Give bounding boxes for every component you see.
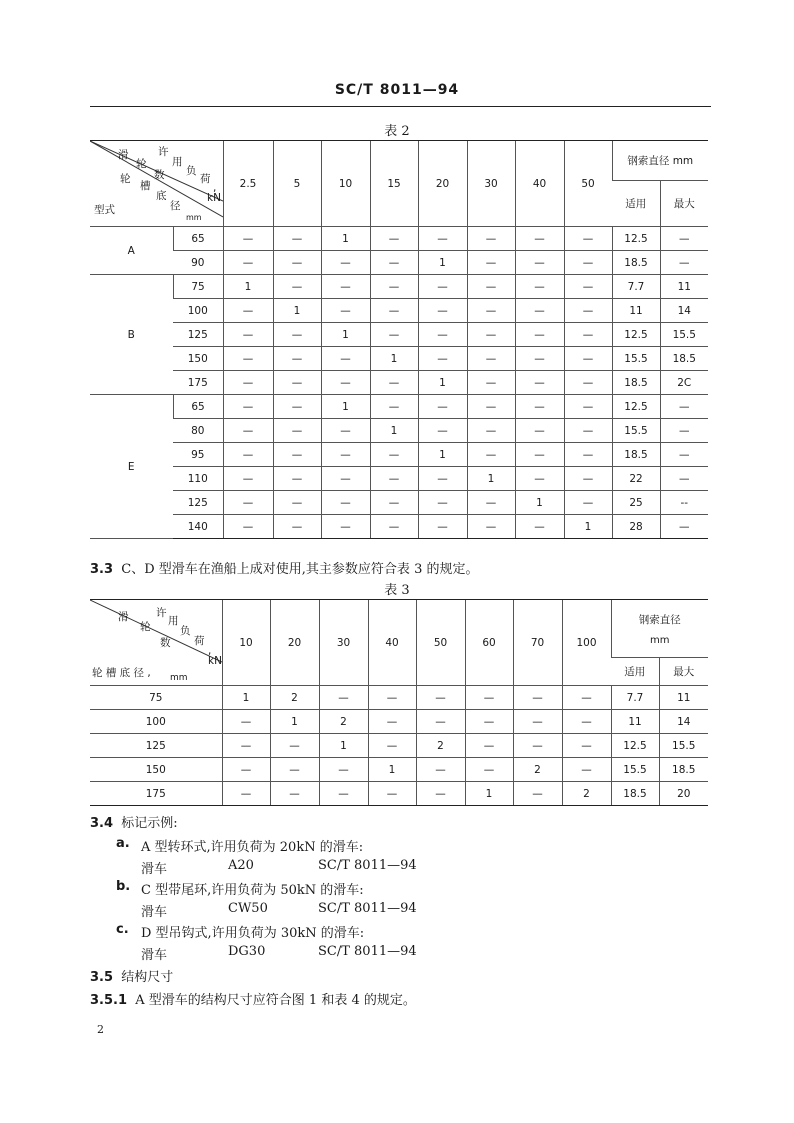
diameter-cell: 95: [173, 443, 223, 467]
count-cell: —: [564, 275, 612, 299]
count-cell: —: [467, 275, 515, 299]
count-cell: —: [319, 758, 368, 782]
count-cell: —: [513, 710, 562, 734]
rope-fit-cell: 12.5: [611, 734, 659, 758]
table-row: [90, 782, 708, 806]
count-cell: —: [562, 734, 611, 758]
count-cell: 1: [321, 227, 370, 251]
count-cell: —: [418, 419, 467, 443]
diameter-cell: 100: [90, 710, 222, 734]
count-cell: —: [515, 467, 564, 491]
count-cell: —: [270, 782, 319, 806]
count-cell: —: [273, 515, 321, 539]
count-cell: —: [416, 710, 465, 734]
type-cell: B: [90, 275, 173, 395]
count-cell: —: [223, 323, 273, 347]
table2-fit-header: 适用: [612, 181, 660, 227]
count-cell: —: [223, 443, 273, 467]
count-cell: —: [223, 491, 273, 515]
diameter-cell: 65: [173, 395, 223, 419]
count-cell: —: [273, 467, 321, 491]
count-cell: —: [418, 347, 467, 371]
count-cell: —: [321, 515, 370, 539]
rope-fit-cell: 22: [612, 467, 660, 491]
count-cell: —: [321, 347, 370, 371]
section-3-3: 3.3 C、D 型滑车在渔船上成对使用,其主参数应符合表 3 的规定。: [90, 562, 479, 577]
type-cell: A: [90, 227, 173, 275]
rope-fit-cell: 15.5: [611, 758, 659, 782]
count-cell: —: [515, 251, 564, 275]
count-cell: —: [416, 782, 465, 806]
count-cell: —: [467, 491, 515, 515]
count-cell: —: [465, 758, 513, 782]
count-cell: 1: [319, 734, 368, 758]
rope-max-cell: 11: [660, 275, 708, 299]
count-cell: —: [418, 299, 467, 323]
count-cell: —: [564, 227, 612, 251]
rope-fit-cell: 11: [612, 299, 660, 323]
rope-fit-cell: 12.5: [612, 323, 660, 347]
count-cell: —: [515, 371, 564, 395]
count-cell: —: [222, 734, 270, 758]
example-b: b. C 型带尾环,许用负荷为 50kN 的滑车:: [116, 879, 364, 898]
count-cell: —: [321, 251, 370, 275]
count-cell: 2: [416, 734, 465, 758]
diameter-cell: 175: [173, 371, 223, 395]
count-cell: —: [564, 371, 612, 395]
count-cell: —: [467, 419, 515, 443]
section-3-5-1: 3.5.1 A 型滑车的结构尺寸应符合图 1 和表 4 的规定。: [90, 993, 416, 1008]
count-cell: —: [564, 467, 612, 491]
count-cell: 2: [513, 758, 562, 782]
count-cell: —: [370, 227, 418, 251]
count-cell: —: [418, 467, 467, 491]
example-a-mark: 滑车 A20 SC/T 8011—94: [141, 858, 417, 877]
count-cell: —: [223, 227, 273, 251]
diameter-cell: 75: [173, 275, 223, 299]
count-cell: —: [564, 323, 612, 347]
type-cell: E: [90, 395, 173, 539]
count-cell: —: [564, 251, 612, 275]
count-cell: —: [467, 347, 515, 371]
count-cell: —: [273, 275, 321, 299]
count-cell: —: [467, 299, 515, 323]
rope-max-cell: --: [660, 491, 708, 515]
page-header: SC/T 8011—94: [334, 82, 460, 98]
rope-fit-cell: 7.7: [611, 686, 659, 710]
count-cell: —: [370, 443, 418, 467]
count-cell: —: [467, 371, 515, 395]
count-cell: 1: [515, 491, 564, 515]
count-cell: —: [467, 395, 515, 419]
table-row: [90, 515, 708, 539]
table3-caption: 表 3: [384, 583, 410, 598]
table-row: [90, 419, 708, 443]
count-cell: —: [515, 443, 564, 467]
example-a: a. A 型转环式,许用负荷为 20kN 的滑车:: [116, 836, 364, 855]
table-row: [90, 758, 708, 782]
table-row: [90, 347, 708, 371]
count-cell: —: [321, 275, 370, 299]
count-cell: —: [370, 275, 418, 299]
diameter-cell: 125: [173, 491, 223, 515]
rope-fit-cell: 12.5: [612, 227, 660, 251]
rope-max-cell: 14: [660, 299, 708, 323]
rope-max-cell: —: [660, 515, 708, 539]
table-row: [90, 251, 708, 275]
count-cell: —: [564, 491, 612, 515]
count-cell: —: [273, 443, 321, 467]
diameter-cell: 140: [173, 515, 223, 539]
count-cell: —: [515, 275, 564, 299]
count-cell: —: [319, 782, 368, 806]
count-cell: 2: [562, 782, 611, 806]
count-cell: —: [418, 491, 467, 515]
table2-caption: 表 2: [384, 124, 410, 139]
diameter-cell: 90: [173, 251, 223, 275]
count-cell: 1: [270, 710, 319, 734]
count-cell: —: [515, 515, 564, 539]
header-rule: [90, 106, 711, 107]
rope-max-cell: 2C: [660, 371, 708, 395]
count-cell: —: [515, 323, 564, 347]
count-cell: —: [368, 710, 416, 734]
diameter-cell: 150: [90, 758, 222, 782]
table-row: [90, 467, 708, 491]
rope-max-cell: —: [660, 443, 708, 467]
example-c-mark: 滑车 DG30 SC/T 8011—94: [141, 944, 417, 963]
count-cell: —: [562, 710, 611, 734]
count-cell: —: [273, 347, 321, 371]
count-cell: —: [515, 347, 564, 371]
table-row: [90, 275, 708, 299]
count-cell: —: [370, 299, 418, 323]
rope-max-cell: 15.5: [659, 734, 708, 758]
count-cell: 1: [418, 251, 467, 275]
count-cell: —: [467, 323, 515, 347]
rope-fit-cell: 18.5: [612, 371, 660, 395]
table3-corner-header: 许 用 负 荷 , kN 滑 轮 数 轮 槽 底 径 , mm: [90, 600, 222, 686]
count-cell: —: [564, 443, 612, 467]
table2-max-header: 最大: [660, 181, 708, 227]
diameter-cell: 75: [90, 686, 222, 710]
count-cell: —: [416, 686, 465, 710]
count-cell: —: [321, 443, 370, 467]
count-cell: —: [562, 758, 611, 782]
rope-fit-cell: 25: [612, 491, 660, 515]
table-row: [90, 734, 708, 758]
table-row: [90, 443, 708, 467]
diameter-cell: 80: [173, 419, 223, 443]
count-cell: —: [564, 419, 612, 443]
table-row: [90, 710, 708, 734]
count-cell: 1: [222, 686, 270, 710]
count-cell: —: [223, 371, 273, 395]
count-cell: —: [418, 275, 467, 299]
count-cell: —: [513, 782, 562, 806]
table-row: [90, 491, 708, 515]
count-cell: 1: [368, 758, 416, 782]
table3-max-header: 最大: [659, 658, 708, 686]
count-cell: 2: [319, 710, 368, 734]
count-cell: —: [418, 227, 467, 251]
rope-fit-cell: 15.5: [612, 347, 660, 371]
count-cell: —: [270, 758, 319, 782]
count-cell: —: [223, 515, 273, 539]
table-row: [90, 686, 708, 710]
count-cell: —: [319, 686, 368, 710]
count-cell: —: [564, 395, 612, 419]
count-cell: —: [223, 251, 273, 275]
diameter-cell: 125: [173, 323, 223, 347]
count-cell: —: [416, 758, 465, 782]
count-cell: 1: [273, 299, 321, 323]
table2: 许 用 负 荷 , kN 滑 轮 数 轮 槽 底 径 mm 型式 2.5 5 10 15 20 30 40 50 钢索直径 mm 适用 最大 A 65 — — 1 — — — — — 12.5 — 90 — — — — 1 — — — 18.5 — B 75 1 — — — — — — — 7.7 11 100 — 1 — — — — — — 11 14 125 — — 1 — — — — — 12.5 15.5 150 — — — 1 — — — — 15.5 18.5 175 — — — — 1 — — — 18.5 2C E 65 — — 1 — — — — — 12.5 — 80 — — — 1 — — — — 15.5 — 95 — — — — 1 — — — 18.5 — 110 — — — — — 1 — — 22 — 125 — — — — — — 1 — 25 -- 140 — — — — — — — 1 28 —: [90, 140, 708, 539]
rope-max-cell: 18.5: [660, 347, 708, 371]
count-cell: —: [273, 227, 321, 251]
table-row: [90, 227, 708, 251]
count-cell: —: [467, 443, 515, 467]
count-cell: —: [465, 686, 513, 710]
rope-max-cell: 20: [659, 782, 708, 806]
count-cell: —: [222, 710, 270, 734]
count-cell: —: [418, 395, 467, 419]
count-cell: —: [465, 710, 513, 734]
count-cell: 1: [370, 347, 418, 371]
section-3-5: 3.5 结构尺寸: [90, 970, 174, 985]
diameter-cell: 65: [173, 227, 223, 251]
rope-max-cell: 14: [659, 710, 708, 734]
count-cell: —: [273, 323, 321, 347]
count-cell: —: [467, 251, 515, 275]
count-cell: —: [222, 758, 270, 782]
count-cell: —: [515, 299, 564, 323]
count-cell: —: [370, 251, 418, 275]
rope-fit-cell: 12.5: [612, 395, 660, 419]
count-cell: —: [370, 491, 418, 515]
count-cell: —: [564, 347, 612, 371]
page-number: 2: [97, 1023, 104, 1036]
rope-fit-cell: 11: [611, 710, 659, 734]
count-cell: —: [368, 782, 416, 806]
count-cell: 1: [418, 371, 467, 395]
count-cell: —: [467, 227, 515, 251]
rope-max-cell: —: [660, 467, 708, 491]
table3: 许 用 负 荷 , kN 滑 轮 数 轮 槽 底 径 , mm 10 20 30 40 50 60 70 100 钢索直径 mm 适用 最大 75 1 2 — — — — — — 7.7 11 100 — 1 2 — — — — — 11 14 125 — — 1 — 2 — — — 12.5 15.5 150 — — — 1 — — 2 — 15.5 18.5 175 — — — — — 1 — 2 18.5 20: [90, 599, 708, 806]
table-row: [90, 395, 708, 419]
table3-rope-title: 钢索直径 mm: [611, 600, 708, 658]
diameter-cell: 150: [173, 347, 223, 371]
count-cell: —: [465, 734, 513, 758]
count-cell: 1: [321, 395, 370, 419]
count-cell: —: [370, 395, 418, 419]
count-cell: —: [222, 782, 270, 806]
count-cell: —: [562, 686, 611, 710]
table-row: [90, 323, 708, 347]
rope-fit-cell: 28: [612, 515, 660, 539]
rope-max-cell: 11: [659, 686, 708, 710]
count-cell: —: [273, 251, 321, 275]
diameter-cell: 125: [90, 734, 222, 758]
table2-corner-header: 许 用 负 荷 , kN 滑 轮 数 轮 槽 底 径 mm 型式: [90, 141, 223, 227]
count-cell: 1: [418, 443, 467, 467]
rope-fit-cell: 18.5: [612, 443, 660, 467]
count-cell: —: [515, 227, 564, 251]
count-cell: —: [270, 734, 319, 758]
table2-rope-title: 钢索直径 mm: [612, 141, 708, 181]
count-cell: —: [368, 734, 416, 758]
example-b-mark: 滑车 CW50 SC/T 8011—94: [141, 901, 417, 920]
count-cell: —: [273, 395, 321, 419]
rope-max-cell: 18.5: [659, 758, 708, 782]
count-cell: —: [223, 299, 273, 323]
count-cell: —: [223, 467, 273, 491]
count-cell: —: [564, 299, 612, 323]
count-cell: —: [321, 299, 370, 323]
count-cell: 1: [465, 782, 513, 806]
count-cell: —: [273, 491, 321, 515]
count-cell: —: [370, 467, 418, 491]
count-cell: —: [513, 686, 562, 710]
count-cell: —: [321, 467, 370, 491]
table-row: [90, 299, 708, 323]
count-cell: —: [370, 371, 418, 395]
count-cell: —: [418, 323, 467, 347]
rope-max-cell: —: [660, 227, 708, 251]
diameter-cell: 175: [90, 782, 222, 806]
rope-max-cell: —: [660, 251, 708, 275]
diameter-cell: 110: [173, 467, 223, 491]
count-cell: —: [321, 371, 370, 395]
count-cell: —: [370, 515, 418, 539]
count-cell: —: [273, 419, 321, 443]
count-cell: 1: [370, 419, 418, 443]
rope-fit-cell: 7.7: [612, 275, 660, 299]
section-3-4: 3.4 标记示例:: [90, 816, 178, 831]
rope-fit-cell: 15.5: [612, 419, 660, 443]
diameter-cell: 100: [173, 299, 223, 323]
rope-fit-cell: 18.5: [612, 251, 660, 275]
count-cell: 1: [467, 467, 515, 491]
count-cell: —: [418, 515, 467, 539]
count-cell: —: [223, 419, 273, 443]
rope-max-cell: —: [660, 419, 708, 443]
count-cell: —: [223, 347, 273, 371]
count-cell: —: [370, 323, 418, 347]
count-cell: 2: [270, 686, 319, 710]
count-cell: —: [513, 734, 562, 758]
count-cell: —: [515, 419, 564, 443]
count-cell: 1: [564, 515, 612, 539]
count-cell: 1: [223, 275, 273, 299]
count-cell: —: [368, 686, 416, 710]
rope-max-cell: 15.5: [660, 323, 708, 347]
count-cell: 1: [321, 323, 370, 347]
rope-max-cell: —: [660, 395, 708, 419]
table-row: [90, 371, 708, 395]
count-cell: —: [321, 419, 370, 443]
rope-fit-cell: 18.5: [611, 782, 659, 806]
count-cell: —: [515, 395, 564, 419]
count-cell: —: [273, 371, 321, 395]
count-cell: —: [467, 515, 515, 539]
example-c: c. D 型吊钩式,许用负荷为 30kN 的滑车:: [116, 922, 365, 941]
count-cell: —: [321, 491, 370, 515]
table3-fit-header: 适用: [611, 658, 659, 686]
count-cell: —: [223, 395, 273, 419]
